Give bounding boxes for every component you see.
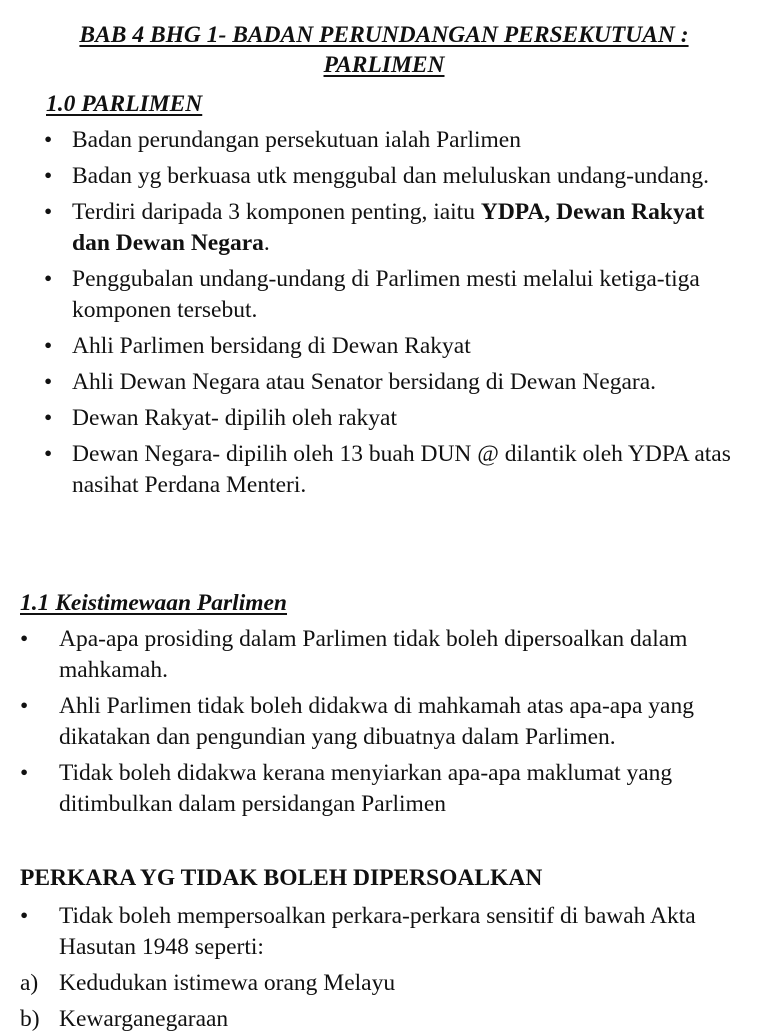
list-item-text: Dewan Negara- dipilih oleh 13 buah DUN @ dilantik oleh YDPA atas nasihat Perdana Menteri. [72,441,731,498]
page-title: BAB 4 BHG 1- BADAN PERUNDANGAN PERSEKUTUAN : PARLIMEN [79,22,689,78]
lettered-item-text: Kewarganegaraan [59,1006,229,1032]
list-item [42,367,732,398]
section-heading-parlimen: 1.0 PARLIMEN [46,91,203,117]
bullet-marker: • [20,693,29,719]
lettered-item-text: Kedudukan istimewa orang Melayu [59,970,396,996]
list-item-text: Penggubalan undang-undang di Parlimen mesti melalui ketiga-tiga komponen tersebut. [72,266,700,323]
bullet-marker: • [44,266,53,292]
letter-marker: a) [20,970,39,996]
list-item [20,758,750,820]
lettered-item [20,1004,750,1035]
bullet-marker: • [44,199,53,225]
list-item [42,197,732,259]
list-item [42,125,732,156]
list-item-text-plain: Terdiri daripada 3 komponen penting, iaitu [72,199,481,225]
list-item-text: Apa-apa prosiding dalam Parlimen tidak boleh dipersoalkan dalam mahkamah. [59,626,688,683]
perkara-list [20,901,750,1035]
list-item-text [72,199,704,256]
list-item-text: Badan perundangan persekutuan ialah Parlimen [72,127,521,153]
list-item-text: Ahli Parlimen bersidang di Dewan Rakyat [72,333,471,359]
bullet-marker: • [44,127,53,153]
list-item-text: Tidak boleh didakwa kerana menyiarkan apa-apa maklumat yang ditimbulkan dalam persidangan Parlimen [59,760,673,817]
list-item-text: Ahli Parlimen tidak boleh didakwa di mahkamah atas apa-apa yang dikatakan dan pengundian yang dibuatnya dalam Parlimen. [59,693,694,750]
keistimewaan-bullet-list [20,624,750,820]
list-item [20,624,750,686]
list-item-text-bold: YDPA, Dewan Rakyat dan Dewan Negara [72,199,705,256]
section-heading-keistimewaan: 1.1 Keistimewaan Parlimen [20,590,288,616]
bullet-marker: • [20,760,29,786]
bullet-marker: • [44,163,53,189]
bullet-marker: • [44,333,53,359]
bullet-marker: • [20,626,29,652]
lettered-item [20,968,750,999]
bullet-marker: • [44,405,53,431]
list-item [42,161,732,192]
list-item [20,901,750,963]
list-item [42,439,732,501]
bullet-marker: • [44,369,53,395]
list-item [20,691,750,753]
list-item-text: Ahli Dewan Negara atau Senator bersidang di Dewan Negara. [72,369,657,395]
list-item-text: Badan yg berkuasa utk menggubal dan meluluskan undang-undang. [72,163,709,189]
letter-marker: b) [20,1006,40,1032]
list-item [42,264,732,326]
bullet-marker: • [20,903,29,929]
list-item [42,403,732,434]
list-item [42,331,732,362]
parlimen-bullet-list [42,125,732,501]
list-item-text: Dewan Rakyat- dipilih oleh rakyat [72,405,397,431]
bullet-marker: • [44,441,53,467]
list-item-text: Tidak boleh mempersoalkan perkara-perkara sensitif di bawah Akta Hasutan 1948 seperti: [59,903,696,960]
section-heading-perkara: PERKARA YG TIDAK BOLEH DIPERSOALKAN [20,865,543,891]
list-item-text-suffix: . [263,230,270,256]
